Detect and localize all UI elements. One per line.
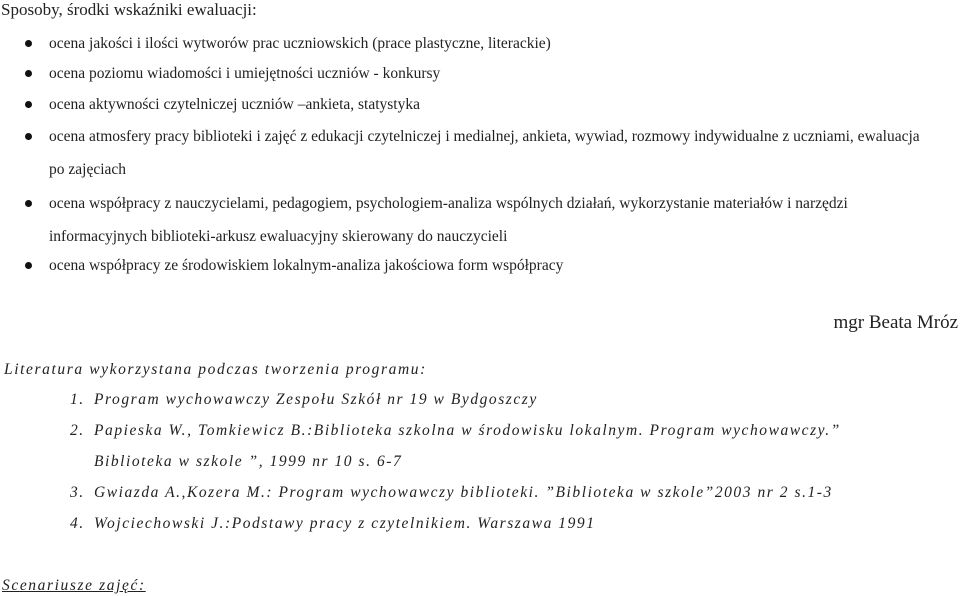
item-text: Papieska W., Tomkiewicz B.:Biblioteka szkolna w środowisku lokalnym. Program wychowawczy.”	[94, 422, 841, 439]
literature-heading: Literatura wykorzystana podczas tworzenia programu:	[4, 361, 427, 378]
list-item-text: ocena współpracy z nauczycielami, pedagogiem, psychologiem-analiza wspólnych działań, wykorzystanie materiałów i narzędzi informacyjnych biblioteki-arkusz ewaluacyjny skierowany do nauczycieli	[49, 195, 848, 245]
item-text: Program wychowawczy Zespołu Szkół nr 19 w Bydgoszczy	[94, 391, 538, 408]
bullet-icon	[25, 133, 32, 140]
item-text: Gwiazda A.,Kozera M.: Program wychowawczy biblioteki. ”Biblioteka w szkole”2003 nr 2 s.1-3	[94, 484, 833, 501]
bullet-icon	[25, 262, 32, 269]
list-item-text: ocena atmosfery pracy biblioteki i zajęć z edukacji czytelniczej i medialnej, ankieta, wywiad, rozmowy indywidualne z uczniami, ewaluacja po zajęciach	[49, 128, 920, 178]
literature-item-continuation	[94, 446, 402, 478]
literature-item	[70, 384, 538, 416]
literature-item	[70, 508, 596, 540]
literature-item	[70, 415, 841, 447]
bullet-icon	[25, 101, 32, 108]
list-item-text: ocena aktywności czytelniczej uczniów –ankieta, statystyka	[49, 96, 420, 113]
list-item-text: ocena poziomu wiadomości i umiejętności uczniów - konkursy	[49, 65, 441, 82]
list-item-text: ocena współpracy ze środowiskiem lokalnym-analiza jakościowa form współpracy	[49, 257, 564, 274]
item-number: 1.	[70, 391, 85, 408]
bullet-icon	[25, 200, 32, 207]
author-signature: mgr Beata Mróz	[833, 312, 958, 333]
evaluation-heading: Sposoby, środki wskaźniki ewaluacji:	[1, 0, 257, 19]
item-number: 3.	[70, 484, 85, 501]
item-number: 4.	[70, 515, 85, 532]
item-text: Biblioteka w szkole ”, 1999 nr 10 s. 6-7	[94, 453, 403, 470]
item-number: 2.	[70, 422, 85, 439]
bullet-icon	[25, 70, 32, 77]
bullet-icon	[25, 40, 32, 47]
list-item-text: ocena jakości i ilości wytworów prac uczniowskich (prace plastyczne, literackie)	[49, 35, 551, 52]
literature-item	[70, 477, 833, 509]
item-text: Wojciechowski J.:Podstawy pracy z czytelnikiem. Warszawa 1991	[94, 515, 596, 532]
scenarios-heading: Scenariusze zajęć:	[2, 577, 146, 594]
